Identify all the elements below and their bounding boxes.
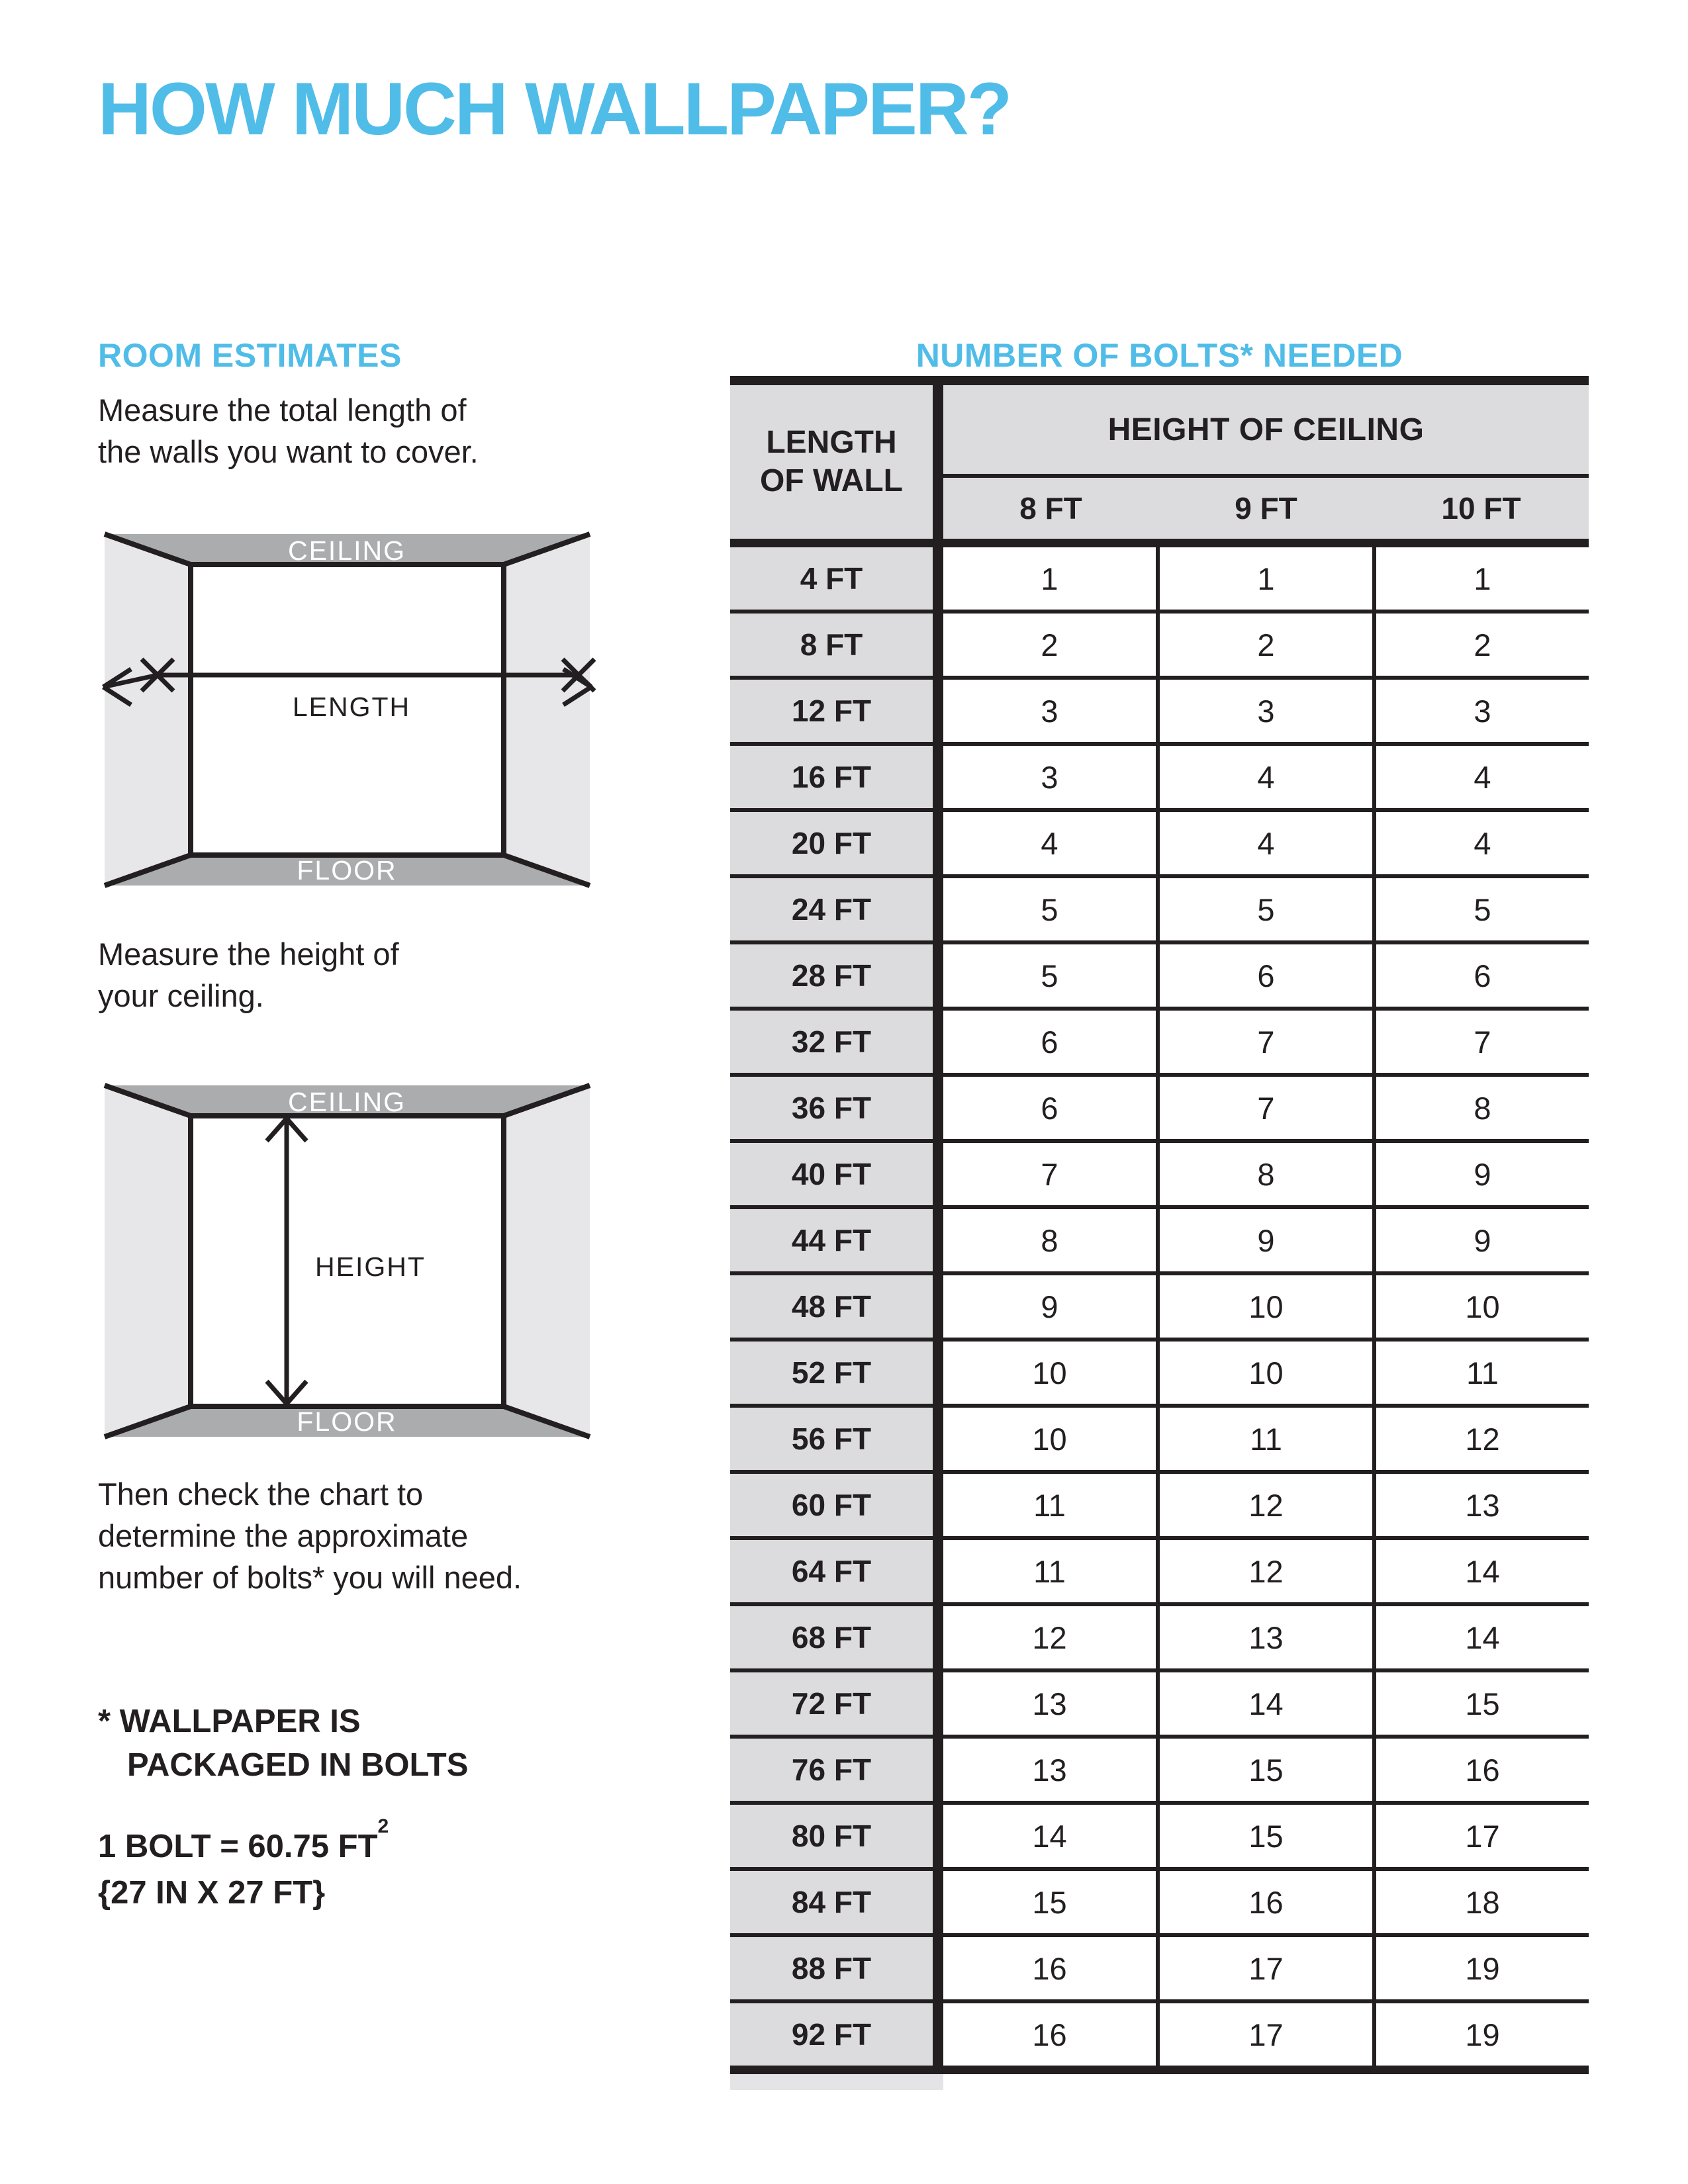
bolt-count-cell: 1 [1372,547,1589,610]
table-row [730,1209,1589,1275]
bolt-equation-superscript: 2 [377,1815,389,1837]
bolt-count-cell: 10 [1156,1275,1372,1338]
bolt-count-cell: 13 [1156,1606,1372,1668]
bolt-count-cell: 8 [943,1209,1156,1271]
row-length-label: 64 FT [730,1540,943,1602]
height-column-10ft: 10 FT [1441,491,1521,525]
bolt-count-cell: 9 [1372,1209,1589,1271]
bolt-count-cell: 3 [943,746,1156,808]
left-wall-surface [105,1085,191,1437]
bolt-count-cell: 4 [1372,812,1589,874]
bolt-count-cell: 15 [1156,1739,1372,1801]
bolt-count-cell: 7 [943,1143,1156,1205]
bolt-count-cell: 2 [1372,614,1589,676]
table-row [730,1408,1589,1474]
bolt-count-cell: 7 [1156,1011,1372,1073]
bolts-footnote [98,1700,468,1787]
bolt-count-cell: 4 [1372,746,1589,808]
bolts-needed-heading: NUMBER OF BOLTS* NEEDED [915,337,1403,374]
bolt-count-cell: 5 [943,944,1156,1007]
room-height-diagram [97,1077,598,1445]
row-length-label: 80 FT [730,1805,943,1867]
row-length-label: 12 FT [730,680,943,742]
table-top-bar [730,376,1589,385]
bolt-count-cell: 12 [1156,1474,1372,1536]
bolt-count-cell: 6 [1372,944,1589,1007]
bolt-count-cell: 8 [1156,1143,1372,1205]
bolt-count-cell: 6 [1156,944,1372,1007]
bolt-count-cell: 12 [1372,1408,1589,1470]
row-length-label: 48 FT [730,1275,943,1338]
table-row [730,1937,1589,2003]
table-row [730,614,1589,680]
bolt-count-cell: 4 [1156,746,1372,808]
bolt-table-rows [730,547,1589,2066]
step3-instruction [98,1473,522,1598]
bolt-count-cell: 14 [1156,1672,1372,1735]
right-wall-surface [504,1085,590,1437]
bolt-count-cell: 11 [943,1474,1156,1536]
bolt-count-cell: 14 [1372,1540,1589,1602]
row-length-label: 56 FT [730,1408,943,1470]
bolt-count-cell: 7 [1372,1011,1589,1073]
table-row [730,878,1589,944]
row-length-label: 72 FT [730,1672,943,1735]
height-column-8ft: 8 FT [1019,491,1082,525]
bolt-count-cell: 7 [1156,1077,1372,1139]
step3-line2: determine the approximate [98,1518,469,1553]
bolt-count-cell: 10 [1156,1342,1372,1404]
bolt-count-cell: 14 [943,1805,1156,1867]
ceiling-header-group [943,385,1589,539]
bolt-count-cell: 14 [1372,1606,1589,1668]
row-length-label: 60 FT [730,1474,943,1536]
bolt-count-cell: 13 [943,1739,1156,1801]
bolt-count-cell: 11 [1372,1342,1589,1404]
height-columns-row [943,478,1589,539]
table-row [730,1672,1589,1739]
row-length-label: 84 FT [730,1871,943,1933]
bolt-count-cell: 17 [1156,2003,1372,2066]
row-length-label: 76 FT [730,1739,943,1801]
bolt-equation [98,1815,389,1865]
page-title: HOW MUCH WALLPAPER? [98,68,1011,150]
row-length-label: 88 FT [730,1937,943,1999]
table-row [730,1275,1589,1342]
footnote-line1: * WALLPAPER IS [98,1704,361,1739]
row-length-label: 36 FT [730,1077,943,1139]
table-row [730,1540,1589,1606]
table-row [730,1739,1589,1805]
table-row [730,547,1589,614]
bolt-count-cell: 12 [943,1606,1156,1668]
step1-line1: Measure the total length of [98,392,467,428]
bolt-count-cell: 5 [1372,878,1589,940]
table-row [730,1143,1589,1209]
row-length-label: 92 FT [730,2003,943,2066]
bolt-count-cell: 19 [1372,1937,1589,1999]
bolt-count-cell: 18 [1372,1871,1589,1933]
bolt-count-cell: 15 [1156,1805,1372,1867]
bolt-count-cell: 3 [1156,680,1372,742]
bolt-count-cell: 17 [1156,1937,1372,1999]
bolt-count-cell: 16 [943,1937,1156,1999]
bolt-count-cell: 13 [943,1672,1156,1735]
bolt-count-cell: 10 [943,1342,1156,1404]
bolt-count-cell: 4 [1156,812,1372,874]
table-row [730,1077,1589,1143]
row-length-label: 32 FT [730,1011,943,1073]
room-estimates-heading: ROOM ESTIMATES [98,337,402,374]
footnote-line2: PACKAGED IN BOLTS [127,1747,469,1783]
table-bottom-bar [730,2066,1589,2074]
ceiling-label: CEILING [287,535,406,566]
bolt-count-cell: 15 [1372,1672,1589,1735]
table-row [730,1474,1589,1540]
step2-instruction [98,933,399,1017]
table-header [730,385,1589,539]
bolt-count-cell: 10 [1372,1275,1589,1338]
right-wall-surface [504,534,590,886]
row-length-label: 28 FT [730,944,943,1007]
bolt-count-cell: 10 [943,1408,1156,1470]
table-row [730,680,1589,746]
table-row [730,746,1589,812]
row-length-label: 68 FT [730,1606,943,1668]
bolt-count-cell: 6 [943,1011,1156,1073]
row-length-label: 16 FT [730,746,943,808]
bolt-count-cell: 3 [943,680,1156,742]
bolt-dimensions: {27 IN X 27 FT} [98,1875,326,1911]
row-length-label: 52 FT [730,1342,943,1404]
table-bottom-stub [730,2074,943,2090]
length-header-line1: LENGTH [766,425,897,460]
row-length-label: 8 FT [730,614,943,676]
bolt-count-cell: 9 [1156,1209,1372,1271]
height-column-9ft: 9 FT [1235,491,1297,525]
step2-line2: your ceiling. [98,978,264,1013]
bolt-count-cell: 2 [1156,614,1372,676]
row-length-label: 4 FT [730,547,943,610]
bolt-count-cell: 8 [1372,1077,1589,1139]
bolt-count-cell: 15 [943,1871,1156,1933]
table-row [730,1805,1589,1871]
length-of-wall-header [730,385,943,539]
table-row [730,1606,1589,1672]
bolt-count-cell: 11 [943,1540,1156,1602]
bolt-count-cell: 2 [943,614,1156,676]
bolt-equation-text: 1 BOLT = 60.75 FT [98,1829,378,1864]
height-of-ceiling-header: HEIGHT OF CEILING [943,385,1589,478]
step1-instruction [98,389,479,473]
length-dimension-label: LENGTH [292,692,411,722]
bolt-count-cell: 5 [1156,878,1372,940]
bolt-count-cell: 9 [1372,1143,1589,1205]
bolt-count-cell: 6 [943,1077,1156,1139]
room-length-diagram [97,526,598,893]
step1-line2: the walls you want to cover. [98,434,479,469]
row-length-label: 24 FT [730,878,943,940]
bolt-count-cell: 9 [943,1275,1156,1338]
bolt-table [730,376,1589,2090]
bolt-count-cell: 1 [1156,547,1372,610]
table-header-divider [730,539,1589,547]
bolt-count-cell: 16 [1372,1739,1589,1801]
bolt-count-cell: 16 [1156,1871,1372,1933]
bolt-count-cell: 3 [1372,680,1589,742]
bolt-count-cell: 16 [943,2003,1156,2066]
floor-label: FLOOR [297,1406,397,1437]
bolt-count-cell: 12 [1156,1540,1372,1602]
ceiling-label: CEILING [287,1087,406,1117]
bolt-count-cell: 17 [1372,1805,1589,1867]
row-length-label: 40 FT [730,1143,943,1205]
bolt-count-cell: 5 [943,878,1156,940]
step3-line1: Then check the chart to [98,1477,424,1512]
table-row [730,1871,1589,1937]
step3-line3: number of bolts* you will need. [98,1560,522,1595]
step2-line1: Measure the height of [98,936,399,972]
floor-label: FLOOR [297,855,397,886]
bolt-count-cell: 11 [1156,1408,1372,1470]
table-row [730,1342,1589,1408]
bolt-count-cell: 4 [943,812,1156,874]
bolt-count-cell: 1 [943,547,1156,610]
table-row [730,1011,1589,1077]
row-length-label: 20 FT [730,812,943,874]
bolt-count-cell: 19 [1372,2003,1589,2066]
height-dimension-label: HEIGHT [315,1251,426,1282]
bolt-count-cell: 13 [1372,1474,1589,1536]
table-row [730,812,1589,878]
table-row [730,2003,1589,2066]
table-row [730,944,1589,1011]
length-header-line2: OF WALL [760,463,903,498]
left-wall-surface [105,534,191,886]
row-length-label: 44 FT [730,1209,943,1271]
